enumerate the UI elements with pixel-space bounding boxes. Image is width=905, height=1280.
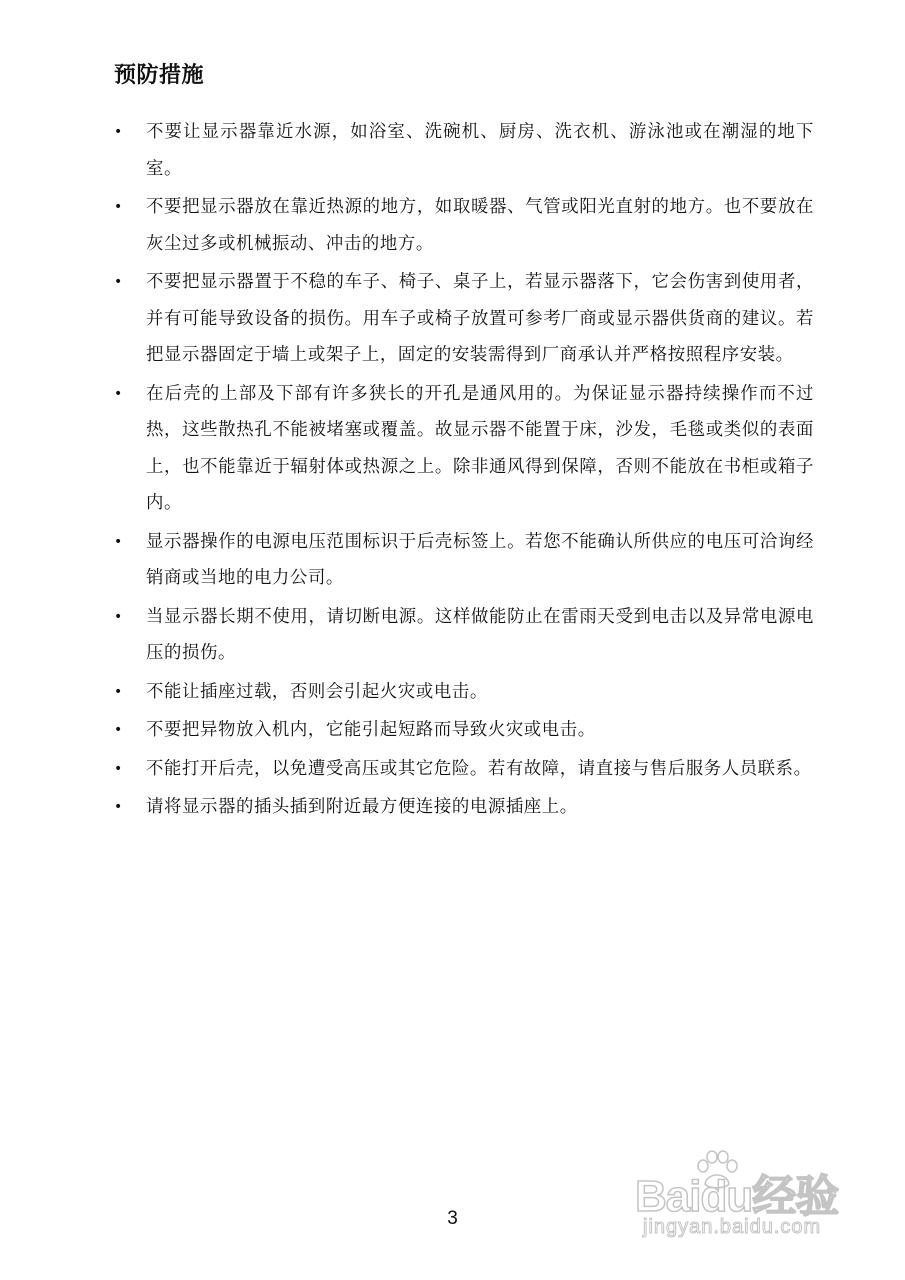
- list-item-text: 不能打开后壳，以免遭受高压或其它危险。若有故障，请直接与售后服务人员联系。: [146, 758, 812, 779]
- list-item-text: 不要把显示器放在靠近热源的地方，如取暖器、气管或阳光直射的地方。也不要放在灰尘过多或机械振动、冲击的地方。: [146, 197, 814, 254]
- bullet-icon: •: [114, 274, 123, 290]
- precautions-list: [114, 114, 814, 828]
- bullet-icon: •: [114, 533, 123, 550]
- bullet-icon: •: [114, 199, 123, 215]
- bullet-icon: •: [114, 608, 123, 625]
- list-item: [114, 712, 814, 749]
- page-title: 预防措施: [114, 63, 205, 88]
- list-item: [114, 264, 814, 374]
- list-item: [114, 376, 814, 522]
- bullet-icon: •: [114, 385, 123, 402]
- page-number: 3: [447, 1208, 458, 1229]
- list-item: [114, 114, 814, 187]
- list-item-text: 当显示器长期不使用，请切断电源。这样做能防止在雷雨天受到电击以及异常电源电压的损伤。: [146, 606, 814, 663]
- list-item-text: 请将显示器的插头插到附近最方便连接的电源插座上。: [146, 797, 578, 817]
- list-item: [114, 189, 814, 262]
- bullet-icon: •: [114, 683, 123, 700]
- watermark-url: jingyan.baidu.com: [643, 1216, 822, 1238]
- bullet-icon: •: [114, 722, 123, 738]
- watermark-logo: Baidu经验: [635, 1172, 839, 1221]
- list-item-text: 在后壳的上部及下部有许多狭长的开孔是通风用的。为保证显示器持续操作而不过热，这些散热孔不能被堵塞或覆盖。故显示器不能置于床，沙发，毛毯或类似的表面上，也不能靠近于辐射体或热源之上。除非通风得到保障，否则不能放在书柜或箱子内。: [146, 383, 814, 513]
- bullet-icon: •: [114, 760, 123, 777]
- bullet-icon: •: [114, 124, 123, 140]
- list-item: [114, 599, 814, 672]
- list-item-text: 不要让显示器靠近水源，如浴室、洗碗机、厨房、洗衣机、游泳池或在潮湿的地下室。: [146, 122, 814, 179]
- list-item-text: 显示器操作的电源电压范围标识于后壳标签上。若您不能确认所供应的电压可洽询经销商或当地的电力公司。: [146, 531, 814, 588]
- baidu-watermark: [635, 1150, 865, 1250]
- list-item: [114, 524, 814, 597]
- list-item: [114, 789, 814, 826]
- list-item: [114, 674, 814, 711]
- list-item-text: 不要把显示器置于不稳的车子、椅子、桌子上，若显示器落下，它会伤害到使用者，并有可能导致设备的损伤。用车子或椅子放置可参考厂商或显示器供货商的建议。若把显示器固定于墙上或架子上，固定的安装需得到厂商承认并严格按照程序安装。: [146, 272, 814, 365]
- bullet-icon: •: [114, 799, 123, 815]
- list-item-text: 不能让插座过载，否则会引起火灾或电击。: [146, 681, 488, 702]
- list-item: [114, 751, 814, 788]
- list-item-text: 不要把异物放入机内，它能引起短路而导致火灾或电击。: [146, 720, 596, 740]
